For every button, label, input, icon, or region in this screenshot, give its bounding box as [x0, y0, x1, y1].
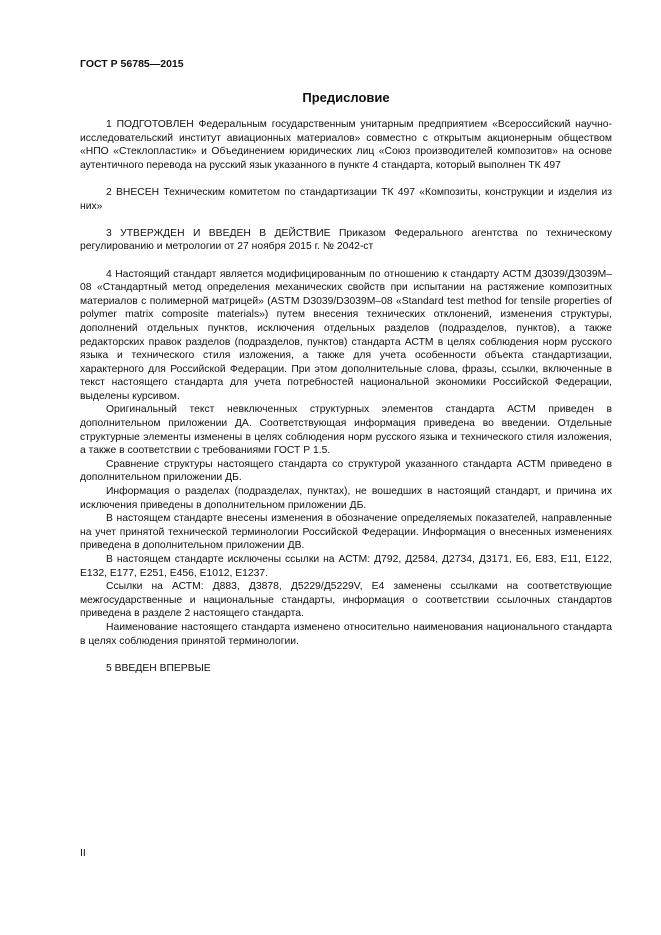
section-4-designation-changes: В настоящем стандарте внесены изменения в обозначение определяемых показателей, направленные на учет принятой технической терминологии Российской Федерации. Информация о внесенных изменениях приведена в дополнительном приложении ДВ. [80, 513, 612, 552]
section-4-excluded-references: В настоящем стандарте исключены ссылки на АСТМ: Д792, Д2584, Д2734, Д3171, Е6, Е83, Е11, Е122, Е132, Е177, Е251, Е456, Е1012, Е1237. [80, 554, 612, 579]
page-number: II [80, 847, 86, 859]
section-3-approved: 3 УТВЕРЖДЕН И ВВЕДЕН В ДЕЙСТВИЕ Приказом Федерального агентства по техническому регулированию и метрологии от 27 ноября 2015 г. № 2042-ст [80, 227, 612, 253]
section-4-title-change: Наименование настоящего стандарта изменено относительно наименования национального стандарта в целях соблюдения принятой терминологии. [80, 621, 612, 647]
page-title: Предисловие [302, 90, 390, 105]
foreword-body [80, 118, 612, 675]
section-4-structure-comparison: Сравнение структуры настоящего стандарта со структурой указанного стандарта АСТМ приведено в дополнительном приложении ДБ. [80, 458, 612, 484]
section-4-original-text: Оригинальный текст невключенных структурных элементов стандарта АСТМ приведен в дополнительном приложении ДА. Соответствующая информация приведена во введении. Отдельные структурные элементы изменены в целях соблюдения норм русского языка и технического стиля изложения, а также в соответствии с требованиями ГОСТ Р 1.5. [80, 404, 612, 457]
section-4-replaced-references: Ссылки на АСТМ: Д883, Д3878, Д5229/Д5229V, Е4 заменены ссылками на соответствующие межгосударственные и национальные стандарты, информация о соответствии ссылочных стандартов приведена в разделе 2 настоящего стандарта. [80, 581, 612, 620]
section-1-prepared: 1 ПОДГОТОВЛЕН Федеральным государственным унитарным предприятием «Всероссийский научно-исследовательский институт авиационных материалов» совместно с открытым акционерным обществом «НПО «Стеклопластик» и Объединением юридических лиц «Союз производителей композитов» на основе аутентичного перевода на русский язык указанного в пункте 4 стандарта, который выполнен ТК 497 [80, 119, 612, 171]
section-5-first-introduced: 5 ВВЕДЕН ВПЕРВЫЕ [106, 662, 211, 674]
section-2-introduced: 2 ВНЕСЕН Техническим комитетом по стандартизации ТК 497 «Композиты, конструкции и изделия из них» [80, 186, 612, 212]
document-header: ГОСТ Р 56785—2015 [80, 58, 184, 70]
section-4-modification: 4 Настоящий стандарт является модифицированным по отношению к стандарту АСТМ Д3039/Д3039М–08 «Стандартный метод определения механических свойств при испытании на растяжение композитных материалов с полимерной матрицей» (ASTM D3039/D3039M–08 «Standard test method for tensile properties of polymer matrix composite materials») путем внесения технических отклонений, изменения структуры, дополнений отдельных пунктов, исключения отдельных разделов (подразделов, пунктов), а также редакторских правок разделов (подразделов, пунктов) стандарта АСТМ в целях соблюдения норм русского языка и технического стиля изложения, а также для учета особенности объекта стандартизации, характерного для Российской Федерации. При этом дополнительные слова, фразы, ссылки, включенные в текст настоящего стандарта для учета потребностей национальной экономики Российской Федерации, выделены курсивом. [80, 268, 612, 402]
section-4-excluded-info: Информация о разделах (подразделах, пунктах), не вошедших в настоящий стандарт, и причина их исключения приведены в дополнительном приложении ДБ. [80, 486, 612, 511]
